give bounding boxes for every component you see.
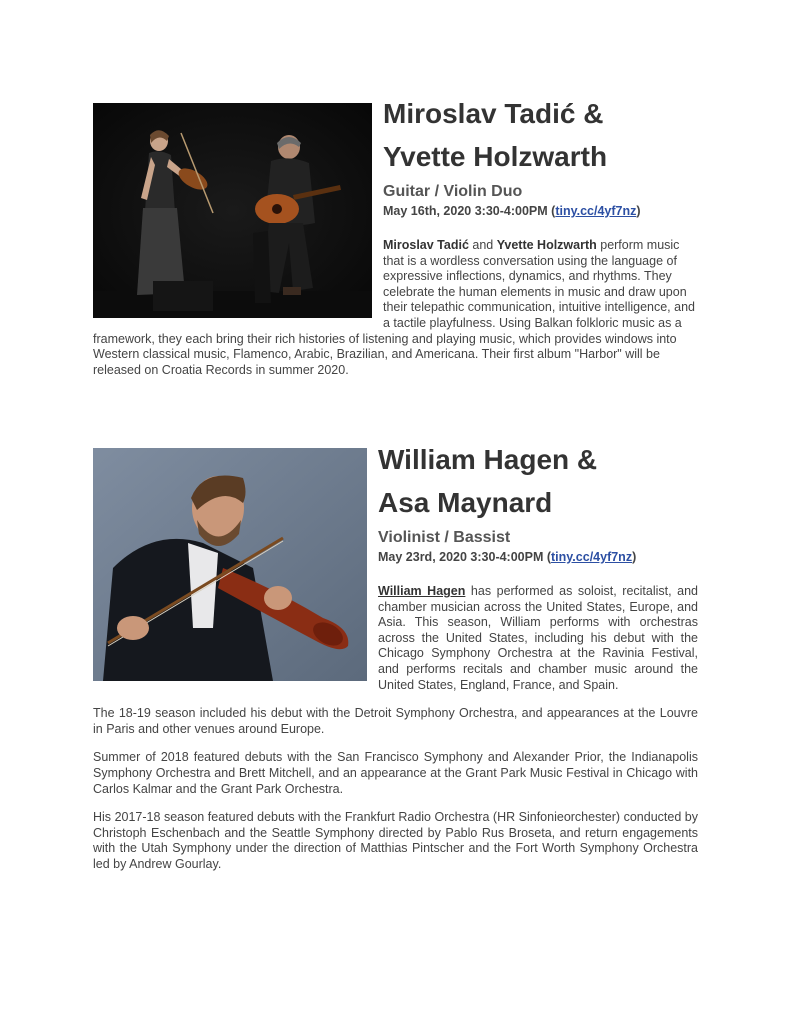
description-text: has performed as soloist, recitalist, and chamber musician across the United States, Europe, and Asia. This season, William performs with orchestras across the United States, including his debut with the Chicago Symphony Orchestra at the Ravinia Festival, and performs recitals and chamber music around the United States, England, France, and Spain.	[378, 584, 698, 692]
event-date: May 23rd, 2020 3:30-4:00PM (tiny.cc/4yf7nz)	[378, 550, 637, 564]
performer-name-2: Yvette Holzwarth	[496, 238, 597, 252]
duo-photo-image	[93, 103, 372, 318]
violinist-photo-image	[93, 448, 367, 681]
event-subtitle: Violinist / Bassist	[378, 529, 511, 546]
event-title-line1: William Hagen &	[378, 444, 598, 475]
performer-name-link[interactable]: William Hagen	[378, 584, 466, 598]
event-title-line2: Yvette Holzwarth	[383, 141, 608, 172]
event-section-hagen-maynard	[93, 438, 698, 873]
description-text: perform music that is a wordless conversation using the language of expressive inflections, dynamics, and rhythms. They celebrate the human elements in music and draw upon their telepathic communication, intuitive intelligence, and a tactile playfulness. Using Balkan folkloric music as a framework, they each bring their rich histories of listening and playing music, which provides windows into Western classical music, Flamenco, Arabic, Brazilian, and Americana. Their first album "Harbor" will be released on Croatia Records in summer 2020.	[93, 238, 695, 377]
conjunction-text: and	[468, 238, 497, 252]
event-subtitle: Guitar / Violin Duo	[383, 183, 523, 200]
violinist-photo	[93, 448, 367, 681]
event-date: May 16th, 2020 3:30-4:00PM (tiny.cc/4yf7nz)	[383, 204, 641, 218]
event-date-text: May 16th, 2020 3:30-4:00PM	[383, 204, 548, 218]
bio-paragraph: The 18-19 season included his debut with the Detroit Symphony Orchestra, and appearances at the Louvre in Paris and other venues around Europe.	[93, 706, 698, 736]
duo-performance-photo	[93, 103, 372, 318]
event-date-text: May 23rd, 2020 3:30-4:00PM	[378, 550, 544, 564]
bio-paragraph: His 2017-18 season featured debuts with the Frankfurt Radio Orchestra (HR Sinfonieorchester) conducted by Christoph Eschenbach and the Seattle Symphony directed by Pablo Rus Broseta, and return engagements with the Utah Symphony under the direction of Matthias Pintscher and the Fort Worth Symphony Orchestra led by Andrew Gourlay.	[93, 810, 698, 871]
event-section-tadic-holzwarth	[93, 92, 698, 378]
event-title-line2: Asa Maynard	[378, 487, 553, 518]
event-title-line1: Miroslav Tadić &	[383, 98, 604, 129]
event-link[interactable]: tiny.cc/4yf7nz	[551, 550, 633, 564]
bio-paragraph: Summer of 2018 featured debuts with the San Francisco Symphony and Alexander Prior, the Indianapolis Symphony Orchestra and Brett Mitchell, and an appearance at the Grant Park Music Festival in Chicago with Carlos Kalmar and the Grant Park Orchestra.	[93, 750, 698, 796]
performer-name-1: Miroslav Tadić	[383, 238, 469, 252]
event-link[interactable]: tiny.cc/4yf7nz	[555, 204, 637, 218]
